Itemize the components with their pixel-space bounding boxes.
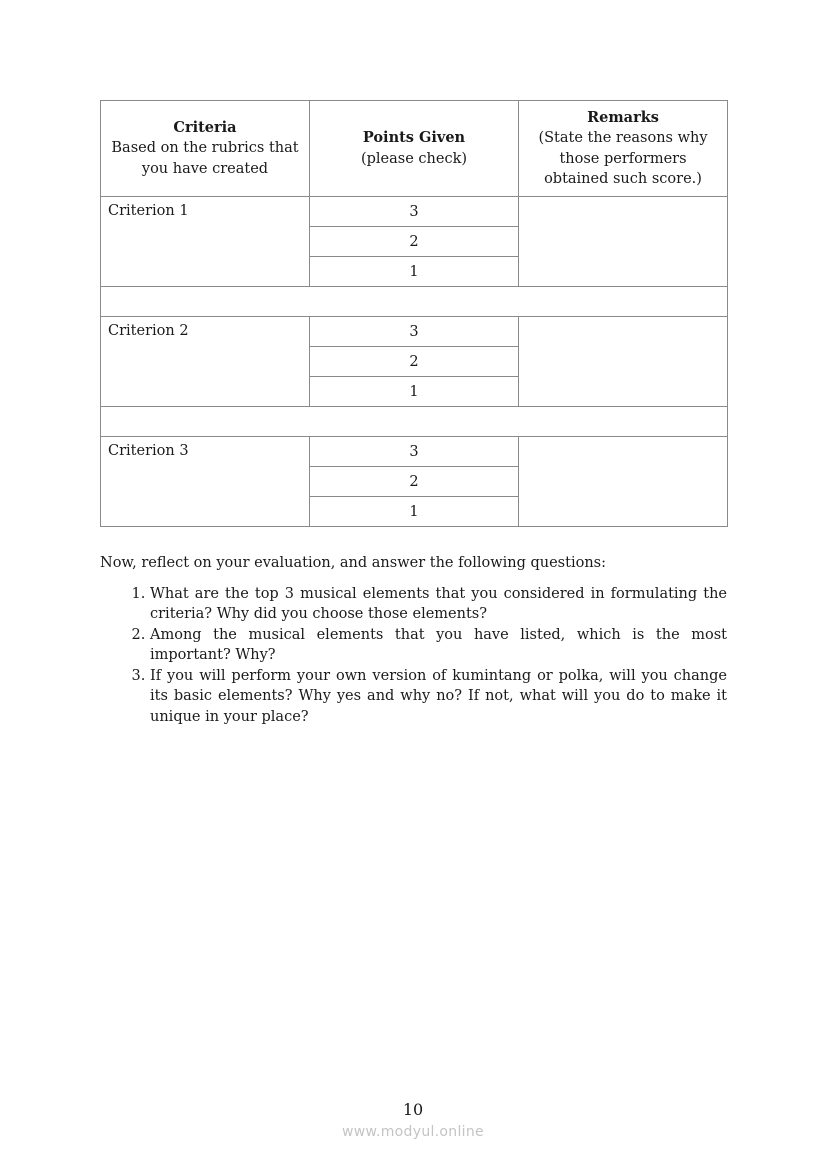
question-item: 1. What are the top 3 musical elements that you considered in formulating the criteria? Why did you choose those elements? xyxy=(150,584,727,625)
reflection-intro: Now, reflect on your evaluation, and answer the following questions: xyxy=(100,555,606,571)
points-option[interactable]: 2 xyxy=(310,467,519,497)
reflection-section xyxy=(100,553,727,727)
remarks-cell[interactable] xyxy=(519,317,728,407)
remarks-header-title: Remarks xyxy=(587,108,659,126)
points-option[interactable]: 3 xyxy=(310,197,519,227)
criterion-label: Criterion 3 xyxy=(101,437,310,527)
criteria-header-subtitle: Based on the rubrics that you have created xyxy=(111,140,299,177)
criteria-header xyxy=(101,101,310,197)
criterion-label: Criterion 2 xyxy=(101,317,310,407)
separator-cell xyxy=(101,407,728,437)
watermark: www.modyul.online xyxy=(342,1124,484,1140)
points-option[interactable]: 1 xyxy=(310,377,519,407)
criterion-label: Criterion 1 xyxy=(101,197,310,287)
remarks-cell[interactable] xyxy=(519,197,728,287)
remarks-cell[interactable] xyxy=(519,437,728,527)
points-header-subtitle: (please check) xyxy=(360,150,468,167)
table-row xyxy=(101,317,728,347)
points-option[interactable]: 1 xyxy=(310,497,519,527)
question-item: 3. If you will perform your own version of kumintang or polka, will you change its basic elements? Why yes and why no? If not, what will you do to make it unique in your place? xyxy=(150,666,727,728)
points-option[interactable]: 2 xyxy=(310,347,519,377)
table-row xyxy=(101,437,728,467)
separator-row xyxy=(101,407,728,437)
points-option[interactable]: 3 xyxy=(310,437,519,467)
table-header-row xyxy=(101,101,728,197)
points-option[interactable]: 3 xyxy=(310,317,519,347)
evaluation-rubric-table xyxy=(100,100,728,527)
points-header-title: Points Given xyxy=(362,129,466,146)
points-header xyxy=(310,101,519,197)
question-item: 2. Among the musical elements that you have listed, which is the most important? Why? xyxy=(150,625,727,666)
criteria-header-title: Criteria xyxy=(173,118,237,136)
remarks-header xyxy=(519,101,728,197)
points-option[interactable]: 1 xyxy=(310,257,519,287)
separator-row xyxy=(101,287,728,317)
question-list xyxy=(100,584,727,728)
remarks-header-subtitle: (State the reasons why those performers obtained such score.) xyxy=(538,130,708,187)
page-number: 10 xyxy=(402,1100,424,1119)
table-row xyxy=(101,197,728,227)
separator-cell xyxy=(101,287,728,317)
points-option[interactable]: 2 xyxy=(310,227,519,257)
